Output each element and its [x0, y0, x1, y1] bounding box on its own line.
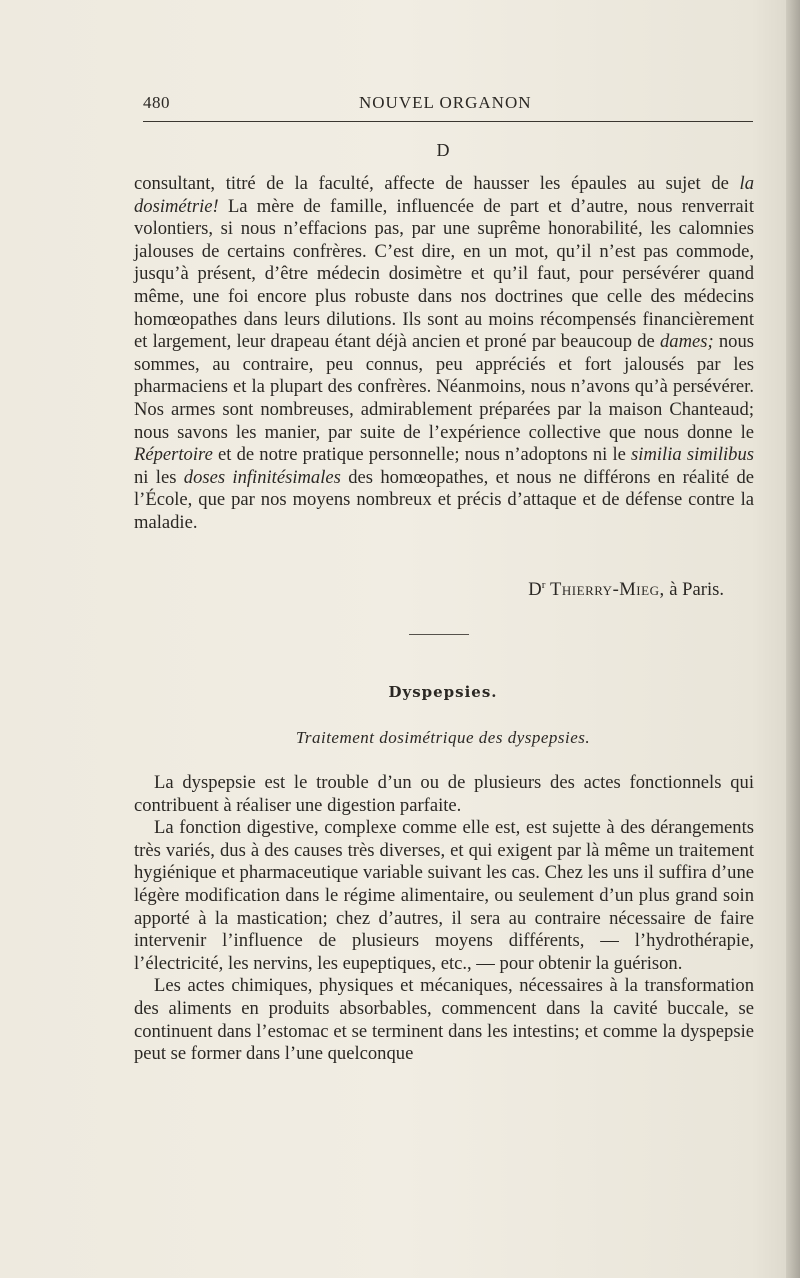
text-run: ni les: [134, 466, 184, 488]
italic-text-run: similia similibus: [631, 444, 754, 466]
running-head: [143, 93, 753, 117]
section-title: Dyspepsies.: [388, 683, 498, 701]
italic-text-run: la dosimétrie!: [134, 173, 754, 217]
author-signature: [134, 574, 754, 602]
text-run: et de notre pratique personnelle; nous n’adoptons ni le: [212, 444, 632, 466]
header-rule: [143, 121, 753, 122]
body-paragraph: La fonction digestive, complexe comme elle est, est sujette à des dérangements très variés, dus à des causes très diverses, et qui exigent par là même un traitement hygiénique et pharmaceutique variable suivant les cas. Chez les uns il suffira d’une légère modification dans le régime alimentaire, ou seulement d’un plus grand soin apporté à la mastication; chez d’autres, il sera au contraire nécessaire de faire intervenir l’influence de plusieurs moyens différents, — l’hydrothérapie, l’électricité, les nervins, les eupeptiques, etc., — pour obtenir la guérison.: [134, 817, 754, 974]
italic-text-run: dames;: [659, 331, 714, 353]
body-paragraph: La dyspepsie est le trouble d’un ou de plusieurs des actes fonctionnels qui contribuent à réaliser une digestion parfaite.: [134, 772, 754, 816]
text-run: nous sommes, au contraire, peu connus, peu appréciés et fort jalousés par les pharmaciens et la plupart des confrères. Néanmoins, nous n’avons qu’à persévérer. Nos armes sont nombreuses, admirablement préparées par la maison Chanteaud; nous savons les manier, par suite de l’expérience collective que nous donne le: [134, 331, 755, 443]
signature-title: D: [528, 579, 542, 601]
text-run: des homœopathes, et nous ne différons en réalité de l’École, que par nos moyens nombreux et précis d’attaque et de défense contre la maladie.: [134, 466, 754, 533]
italic-text-run: Répertoire: [134, 444, 213, 466]
text-run: La mère de famille, influencée de part et d’autre, nous renverrait volontiers, si nous n’effacions pas, par une suprême honorabilité, les calomnies jalouses de certains confrères. C’est dire, en un mot, qu’il n’est pas commode, jusqu’à présent, d’être médecin dosimètre et qu’il faut, pour persévérer quand même, une foi encore plus robuste dans nos doctrines que celle des médecins homœopathes dans leurs dilutions. Ils sont au moins récompensés financièrement et largement, leur drapeau étant déjà ancien et proné par beaucoup de: [134, 195, 754, 353]
section-divider: [409, 634, 469, 635]
section-subtitle: Traitement dosimétrique des dyspepsies.: [295, 728, 591, 747]
page-number: 480: [143, 93, 170, 112]
continued-paragraph: [134, 173, 754, 535]
article-body: [134, 772, 754, 1066]
page-edge-shadow: [786, 0, 800, 1278]
running-title: NOUVEL ORGANON: [359, 93, 532, 112]
signature-place: à Paris.: [664, 579, 724, 601]
italic-text-run: doses infinitésimales: [183, 466, 341, 488]
signature-superscript: r: [541, 579, 546, 591]
text-run: consultant, titré de la faculté, affecte de hausser les épaules au sujet de: [134, 173, 729, 194]
signature-name: Thierry-Mieg,: [550, 579, 665, 601]
body-paragraph: Les actes chimiques, physiques et mécaniques, nécessaires à la transformation des aliments en produits absorbables, commencent dans la cavité buccale, se continuent dans l’estomac et se terminent dans les intestins; et comme la dyspepsie peut se former dans l’une quelconque: [134, 975, 754, 1065]
section-marker: D: [436, 140, 450, 160]
